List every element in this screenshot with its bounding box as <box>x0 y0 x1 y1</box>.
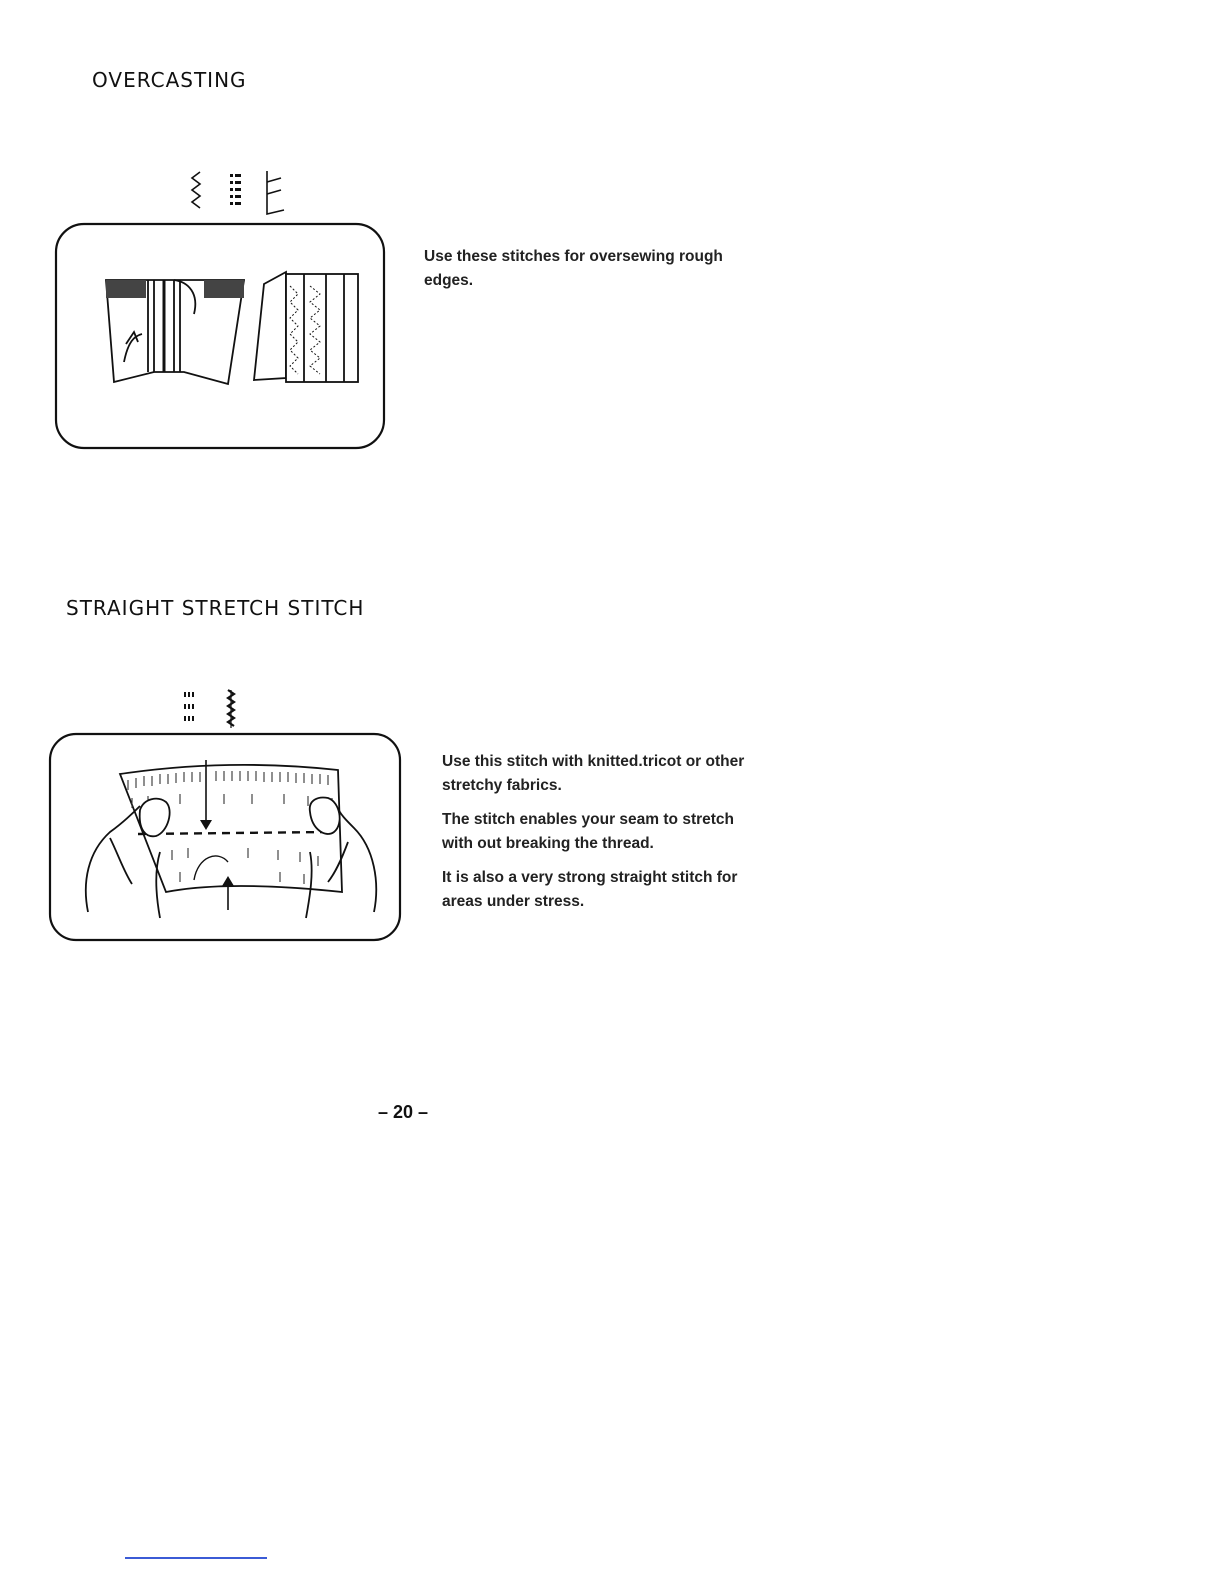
triple-straight-stitch-icon <box>184 692 194 721</box>
straight-stretch-illustration <box>48 732 404 944</box>
section-title-overcasting: OVERCASTING <box>92 68 247 92</box>
straight-stretch-description <box>442 750 766 924</box>
blind-hem-stitch-icon <box>267 171 284 214</box>
page-number: – 20 – <box>378 1102 429 1122</box>
stretch-rickrack-stitch-icon <box>228 690 234 728</box>
zigzag-stitch-icon <box>192 172 200 208</box>
section-title-straight-stretch-stitch: STRAIGHT STRETCH STITCH <box>66 596 365 620</box>
stitched-edge-illustration <box>254 272 358 382</box>
overcast-seam-illustration <box>106 280 244 384</box>
paragraph: Use these stitches for oversewing rough edges. <box>424 248 723 289</box>
straight-stretch-stitch-icons <box>180 688 250 732</box>
overcasting-description <box>424 245 754 303</box>
overcasting-stitch-icons <box>180 168 290 218</box>
overlock-stitch-icon <box>230 174 241 205</box>
paragraph: The stitch enables your seam to stretch with out breaking the thread. <box>442 811 735 852</box>
overcasting-illustration <box>54 222 388 452</box>
footer-rule <box>125 1557 267 1559</box>
paragraph: It is also a very strong straight stitch for areas under stress. <box>442 869 738 910</box>
paragraph: Use this stitch with knitted.tricot or other stretchy fabrics. <box>442 753 745 794</box>
